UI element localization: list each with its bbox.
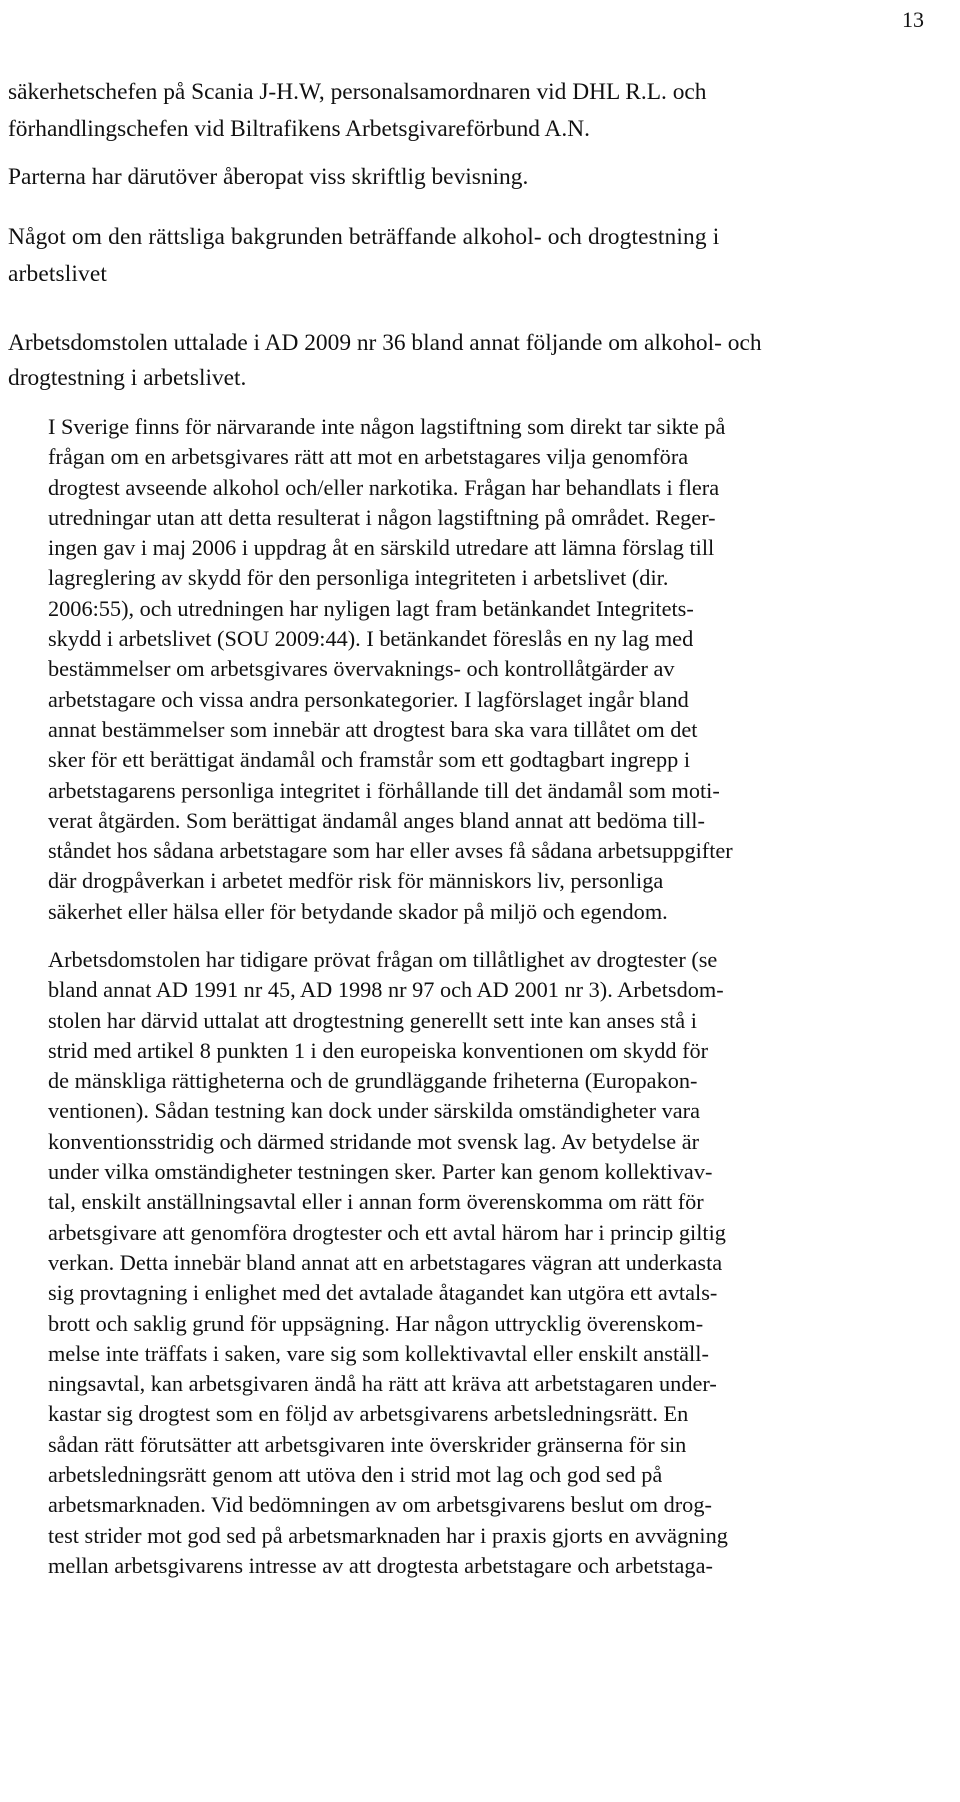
quote-line: lagreglering av skydd för den personliga integriteten i arbetslivet (dir. (48, 565, 669, 591)
quote-line: annat bestämmelser som innebär att drogtest bara ska vara tillåtet om det (48, 716, 698, 742)
quote-line: sådan rätt förutsätter att arbetsgivaren inte överskrider gränserna för sin (48, 1431, 687, 1457)
quote-line: 2006:55), och utredningen har nyligen lagt fram betänkandet Integritets- (48, 595, 694, 621)
quote-line: strid med artikel 8 punkten 1 i den europeiska konventionen om skydd för (48, 1037, 709, 1063)
quote-line: ståndet hos sådana arbetstagare som har eller avses få sådana arbetsuppgifter (48, 838, 733, 864)
quote-line: bestämmelser om arbetsgivares övervaknings- och kontrollåtgärder av (48, 656, 675, 682)
quote-line: drogtest avseende alkohol och/eller narkotika. Frågan har behandlats i flera (48, 474, 720, 500)
quote-line: arbetsgivare att genomföra drogtester och ett avtal härom har i princip giltig (48, 1219, 726, 1245)
quote-line: verat åtgärden. Som berättigat ändamål anges bland annat att bedöma till- (48, 807, 705, 833)
quote-line: bland annat AD 1991 nr 45, AD 1998 nr 97 och AD 2001 nr 3). Arbetsdom- (48, 977, 724, 1003)
quote-line: arbetstagarens personliga integritet i förhållande till det ändamål som moti- (48, 777, 720, 803)
quote-line: brott och saklig grund för uppsägning. Har någon uttrycklig överenskom- (48, 1310, 704, 1336)
quote-line: sker för ett berättigat ändamål och framstår som ett godtagbart ingrepp i (48, 747, 691, 773)
quote-line: test strider mot god sed på arbetsmarknaden har i praxis gjorts en avvägning (48, 1522, 728, 1548)
quote-line: ventionen). Sådan testning kan dock under särskilda omständigheter vara (48, 1098, 700, 1124)
page-number: 13 (902, 7, 924, 32)
quote-line: melse inte träffats i saken, vare sig som kollektivavtal eller enskilt anställ- (48, 1340, 709, 1366)
text-line: Parterna har därutöver åberopat viss skriftlig bevisning. (8, 164, 529, 190)
quote-line: mellan arbetsgivarens intresse av att drogtesta arbetstagare och arbetstaga- (48, 1552, 713, 1578)
quote-line: arbetstagare och vissa andra personkategorier. I lagförslaget ingår bland (48, 686, 689, 712)
quote-line: arbetsledningsrätt genom att utöva den i strid mot lag och god sed på (48, 1462, 663, 1488)
quote-line: konventionsstridig och därmed stridande mot svensk lag. Av betydelse är (48, 1128, 700, 1154)
quote-line: utredningar utan att detta resulterat i någon lagstiftning på området. Reger- (48, 504, 716, 530)
quote-line: de mänskliga rättigheterna och de grundläggande friheterna (Europakon- (48, 1068, 698, 1094)
quote-line: skydd i arbetslivet (SOU 2009:44). I betänkandet föreslås en ny lag med (48, 626, 694, 652)
intro-paragraph (8, 74, 706, 147)
text-line: säkerhetschefen på Scania J-H.W, personalsamordnaren vid DHL R.L. och (8, 79, 707, 105)
quote-line: säkerhet eller hälsa eller för betydande skador på miljö och egendom. (48, 898, 668, 924)
court-statement-paragraph (8, 326, 762, 396)
prior-rulings-passage (48, 945, 728, 1581)
heading-line: arbetslivet (8, 261, 108, 287)
quote-line: Arbetsdomstolen har tidigare prövat frågan om tillåtlighet av drogtester (se (48, 947, 718, 972)
quoted-passage (48, 412, 733, 927)
quote-line: under vilka omständigheter testningen sker. Parter kan genom kollektivav- (48, 1159, 713, 1185)
quote-line: ningsavtal, kan arbetsgivaren ändå ha rätt att kräva att arbetstagaren under- (48, 1371, 717, 1397)
text-line: Arbetsdomstolen uttalade i AD 2009 nr 36 bland annat följande om alkohol- och (8, 330, 762, 356)
quote-line: kastar sig drogtest som en följd av arbetsgivarens arbetsledningsrätt. En (48, 1401, 689, 1427)
quote-line: tal, enskilt anställningsavtal eller i annan form överenskomma om rätt för (48, 1189, 704, 1215)
heading-line: Något om den rättsliga bakgrunden beträffande alkohol- och drogtestning i (8, 224, 720, 250)
section-heading (8, 219, 719, 293)
quote-line: sig provtagning i enlighet med det avtalade åtagandet kan utgöra ett avtals- (48, 1280, 718, 1306)
quote-line: frågan om en arbetsgivares rätt att mot en arbetstagares vilja genomföra (48, 444, 689, 470)
quote-line: ingen gav i maj 2006 i uppdrag åt en särskild utredare att lämna förslag till (48, 535, 715, 561)
text-line: drogtestning i arbetslivet. (8, 365, 247, 391)
text-line: förhandlingschefen vid Biltrafikens Arbetsgivareförbund A.N. (8, 115, 591, 142)
evidence-paragraph (8, 159, 528, 195)
quote-line: där drogpåverkan i arbetet medför risk för människors liv, personliga (48, 868, 664, 894)
quote-line: I Sverige finns för närvarande inte någon lagstiftning som direkt tar sikte på (48, 414, 726, 439)
quote-line: stolen har därvid uttalat att drogtestning generellt sett inte kan anses stå i (48, 1007, 697, 1033)
quote-line: verkan. Detta innebär bland annat att en arbetstagares vägran att underkasta (48, 1249, 723, 1275)
quote-line: arbetsmarknaden. Vid bedömningen av om arbetsgivarens beslut om drog- (48, 1492, 712, 1518)
